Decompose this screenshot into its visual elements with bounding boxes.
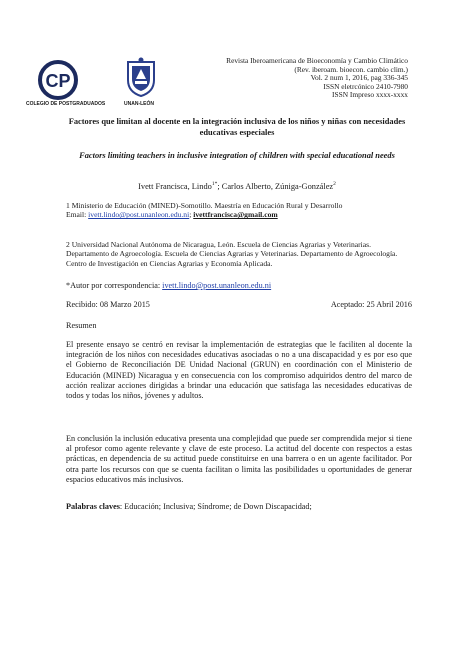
keywords-label: Palabras claves — [66, 502, 120, 511]
correspondence — [66, 281, 412, 290]
author-2: Carlos Alberto, Zúniga-González — [221, 181, 334, 191]
affiliation-2: 2 Universidad Nacional Autónoma de Nicaragua, León. Escuela de Ciencias Agrarias y Veterinarias. Departamento de Agroecología. Escuela de Ciencias Agrarias y Veterinarias. Departamento de Agroecología. Centro de Investigación en Ciencias Agrarias y Economía Aplicada. — [66, 240, 398, 268]
author-1: Ivett Francisca, Lindo — [138, 181, 212, 191]
affiliation-1 — [66, 201, 412, 220]
abstract-paragraph-1: El presente ensayo se centró en revisar la implementación de estrategias que le faciliten al docente la integración de los niños con necesidades educativas asociadas o no a una discapacidad y es por eso que el Gobierno de Reconciliación DE Unidad Nacional (GRUN) en coordinación con el Ministerio de Educación (MINED) Nicaragua y en consecuencia con los compromiso adquiridos dentro del marco de acción realizar acciones dirigidas a brindar una educación que satisfaga las necesidades educativas de todos y todas los niños, jóvenes y adultos. — [66, 340, 412, 401]
journal-issn-electronic: ISSN eletrcónico 2410-7980 — [323, 81, 408, 91]
correspondence-email-link[interactable]: ivett.lindo@post.unanleon.edu.ni — [162, 281, 272, 290]
email-label: Email: — [66, 210, 89, 220]
cp-logo-letters: CP — [45, 71, 71, 91]
author-1-affiliation-mark: 1* — [211, 181, 218, 187]
keywords-text: : Educación; Inclusiva; Síndrome; de Down Discapacidad; — [119, 502, 312, 511]
unan-leon-seal — [124, 56, 158, 98]
abstract-heading: Resumen — [66, 321, 97, 330]
received-date: Recibido: 08 Marzo 2015 — [66, 300, 150, 309]
correspondence-label: *Autor por correspondencia: — [66, 281, 163, 290]
author-line — [60, 181, 414, 191]
email-separator: ; — [189, 210, 194, 220]
abstract-paragraph-2: En conclusión la inclusión educativa presenta una complejidad que puede ser comprendida mejor si tiene al profesor como agente relevante y clave de este proceso. La actitud del docente con respectos a estas prácticas, en dependencia de su actitud puede constituirse en una barrera o en un agente facilitador. Por otra parte los recursos con que se cuenta facilitan o limita las posibilidades u oportunidades de generar espacios educativos más inclusivos. — [66, 434, 412, 484]
author-separator: ; — [217, 181, 222, 191]
email-link-gmail[interactable]: ivettfrancisca@gmail.com — [193, 210, 278, 220]
journal-name: Revista Iberoamericana de Bioeconomía y Cambio Climático — [226, 56, 408, 65]
affiliation-1-text: 1 Ministerio de Educación (MINED)-Somotillo. Maestría en Educación Rural y Desarrollo — [66, 201, 343, 210]
colegio-postgraduados-logo — [38, 60, 78, 100]
accepted-date: Aceptado: 25 Abril 2016 — [330, 300, 412, 309]
title-english: Factors limiting teachers in inclusive integration of children with special educational needs — [79, 151, 395, 160]
keywords — [66, 502, 412, 511]
unan-leon-label: UNAN-LEÓN — [124, 101, 154, 107]
dates-row — [66, 300, 412, 309]
title-spanish: Factores que limitan al docente en la integración inclusiva de los niños y niñas con necesidades educativas especiales — [68, 117, 406, 137]
journal-volume: Vol. 2 num 1, 2016, pag 336-345 — [310, 73, 408, 83]
affiliation-1-emails — [66, 210, 412, 219]
journal-abbrev: (Rev. iberoam. bioecon. cambio clim.) — [294, 64, 408, 74]
journal-info — [226, 57, 408, 100]
author-2-affiliation-mark: 2 — [333, 181, 336, 187]
journal-issn-print: ISSN Impreso xxxx-xxxx — [332, 90, 408, 100]
cp-logo-label: COLEGIO DE POSTGRADUADOS — [26, 101, 106, 107]
email-link-institutional[interactable]: ivett.lindo@post.unanleon.edu.ni — [88, 210, 190, 220]
